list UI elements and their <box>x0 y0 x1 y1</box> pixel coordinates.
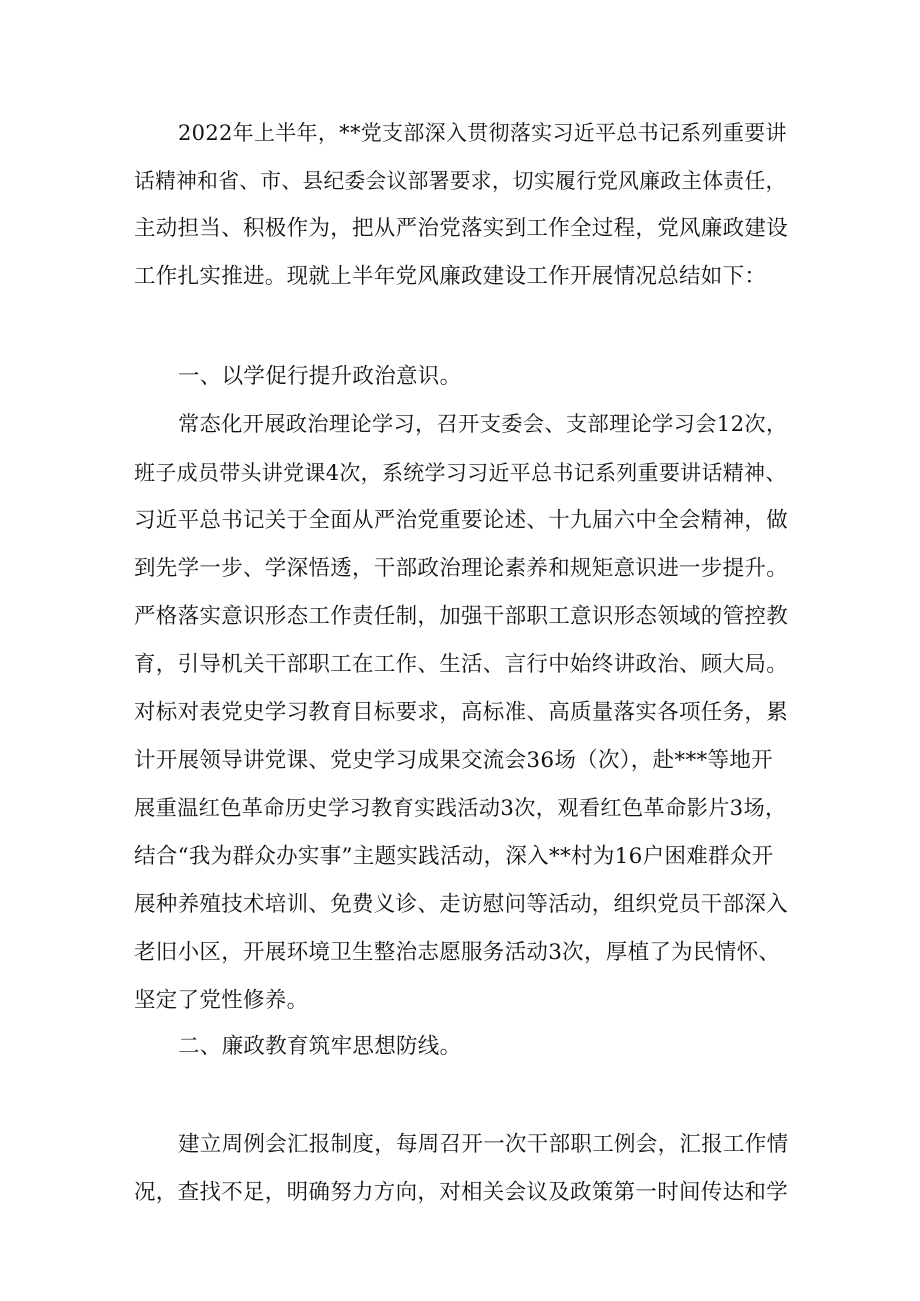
section1-line-12: 老旧小区，开展环境卫生整治志愿服务活动3次，厚植了为民情怀、 <box>134 940 781 965</box>
section1-line-11: 展种养殖技术培训、免费义诊、走访慰问等活动，组织党员干部深入 <box>134 892 789 917</box>
section1-line-4: 到先学一步、学深悟透，干部政治理论素养和规矩意识进一步提升。 <box>134 556 789 581</box>
section1-line-7: 对标对表党史学习教育目标要求，高标准、高质量落实各项任务，累 <box>134 700 789 725</box>
section2-heading: 二、廉政教育筑牢思想防线。 <box>178 1034 462 1059</box>
section1-line-13: 坚定了党性修养。 <box>134 988 309 1013</box>
section1-line-8: 计开展领导讲党课、党史学习成果交流会36场（次），赴***等地开 <box>134 748 773 773</box>
section1-line-3: 习近平总书记关于全面从严治党重要论述、十九届六中全会精神，做 <box>134 508 789 533</box>
section1-line-1: 常态化开展政治理论学习，召开支委会、支部理论学习会12次， <box>178 412 788 437</box>
intro-line-4: 工作扎实推进。现就上半年党风廉政建设工作开展情况总结如下： <box>134 264 767 289</box>
intro-line-1: 2022年上半年，**党支部深入贯彻落实习近平总书记系列重要讲 <box>178 121 787 145</box>
section1-line-2: 班子成员带头讲党课4次，系统学习习近平总书记系列重要讲话精神、 <box>134 461 787 485</box>
intro-line-3: 主动担当、积极作为，把从严治党落实到工作全过程，党风廉政建设 <box>134 216 789 241</box>
section1-heading: 一、以学促行提升政治意识。 <box>178 364 462 389</box>
intro-line-2: 话精神和省、市、县纪委会议部署要求，切实履行党风廉政主体责任， <box>134 169 787 193</box>
section1-line-5: 严格落实意识形态工作责任制，加强干部职工意识形态领域的管控教 <box>134 604 789 629</box>
section1-line-6: 育，引导机关干部职工在工作、生活、言行中始终讲政治、顾大局。 <box>134 652 789 677</box>
section1-line-10: 结合“我为群众办实事”主题实践活动，深入**村为16户困难群众开 <box>134 844 774 869</box>
section2-line-1: 建立周例会汇报制度，每周召开一次干部职工例会，汇报工作情 <box>178 1132 789 1157</box>
section1-line-9: 展重温红色革命历史学习教育实践活动3次，观看红色革命影片3场， <box>134 796 787 821</box>
section2-line-2: 况，查找不足，明确努力方向，对相关会议及政策第一时间传达和学 <box>134 1180 789 1205</box>
